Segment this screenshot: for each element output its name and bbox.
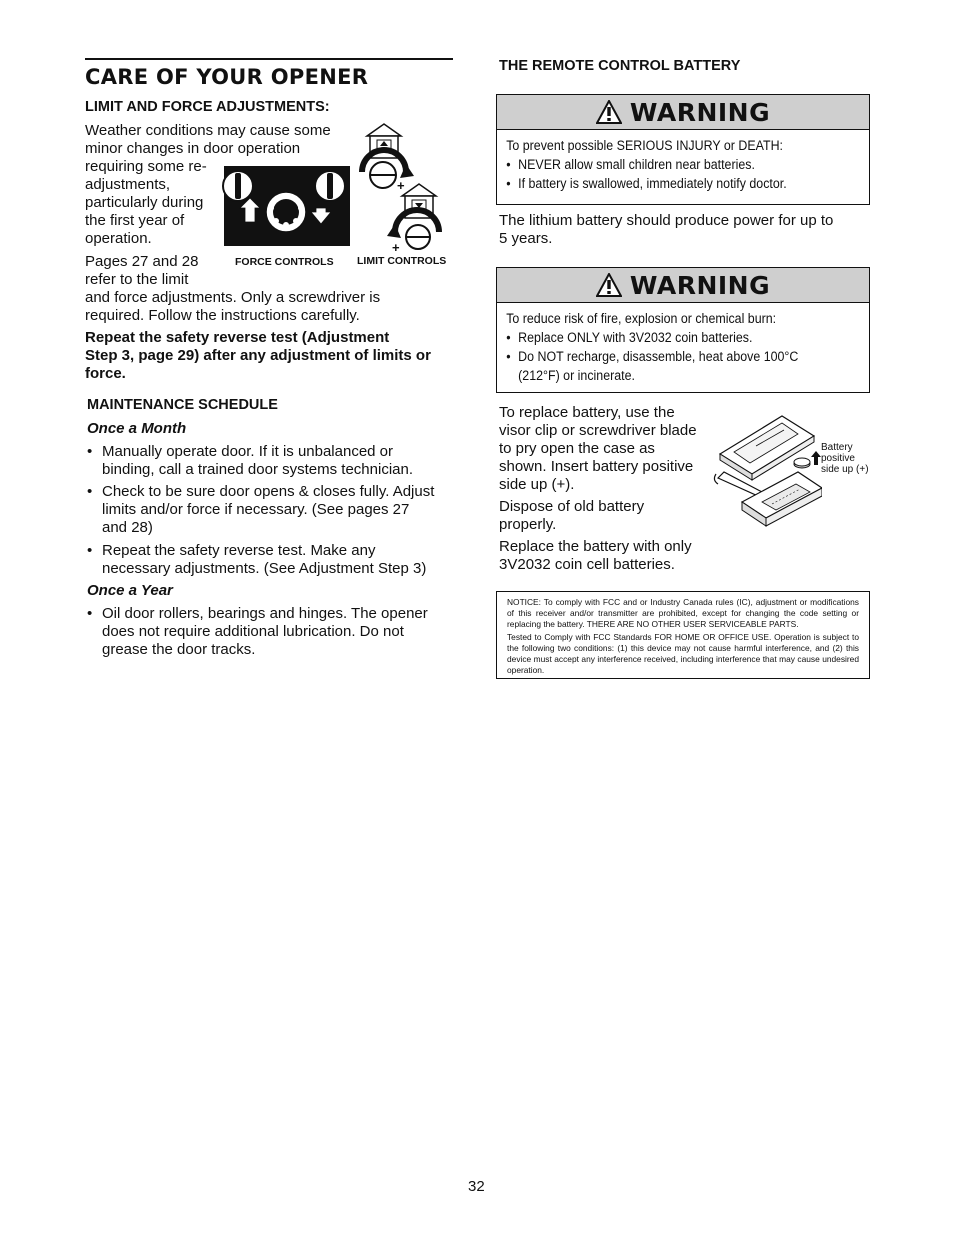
warning-intro: To reduce risk of fire, explosion or chemical burn: xyxy=(506,311,777,326)
maintenance-heading: MAINTENANCE SCHEDULE xyxy=(87,397,278,413)
warning-intro: To prevent possible SERIOUS INJURY or DEATH: xyxy=(506,138,783,153)
text-line: Weather conditions may cause some xyxy=(85,122,331,139)
text-line: requiring some re- xyxy=(85,158,207,175)
text-line: and force adjustments. Only a screwdriver is xyxy=(85,289,381,306)
text-line: refer to the limit xyxy=(85,271,189,288)
list-item: • Oil door rollers, bearings and hinges. The opener does not require additional lubrication. Do not grease the door tracks. xyxy=(87,605,428,658)
force-controls-caption: FORCE CONTROLS xyxy=(235,256,334,268)
remote-lid-icon xyxy=(720,416,814,480)
warning-header xyxy=(497,268,869,303)
replace-battery-paragraph: To replace battery, use the visor clip or screwdriver blade to pry open the case as shown. Insert battery positive side up (+). xyxy=(499,404,697,493)
force-dial-icon xyxy=(266,192,306,232)
repeat-test-note xyxy=(85,329,431,383)
text-line: force. xyxy=(85,365,126,382)
limit-controls-caption: LIMIT CONTROLS xyxy=(357,255,447,267)
dispose-paragraph: Dispose of old battery properly. xyxy=(499,498,645,533)
text-line: adjustments, xyxy=(85,176,171,193)
warning-title: WARNING xyxy=(629,270,771,300)
warning-box-fire xyxy=(496,267,870,393)
warning-box-children xyxy=(496,94,870,205)
warning-body xyxy=(497,130,870,201)
coin-battery-icon xyxy=(794,458,810,468)
list-item: • Do NOT recharge, disassemble, heat above 100°C (212°F) or incinerate. xyxy=(506,349,799,383)
list-item: • Repeat the safety reverse test. Make any necessary adjustments. (See Adjustment Step 3) xyxy=(87,542,427,577)
force-limit-controls-illustration xyxy=(220,120,455,250)
force-knob-left-icon xyxy=(223,171,253,201)
list-item: • If battery is swallowed, immediately notify doctor. xyxy=(506,176,787,191)
warning-triangle-icon xyxy=(596,273,622,297)
text-line: operation. xyxy=(85,230,152,247)
page-number: 32 xyxy=(468,1178,485,1195)
warning-title: WARNING xyxy=(629,97,771,127)
list-item: • Manually operate door. If it is unbalanced or binding, call a trained door systems technician. xyxy=(87,443,414,478)
remote-battery-illustration xyxy=(712,408,822,530)
fcc-notice-box xyxy=(496,591,870,679)
text-line: the first year of xyxy=(85,212,185,229)
replace-only-paragraph: Replace the battery with only 3V2032 coin cell batteries. xyxy=(499,538,692,573)
plus-sign-top: + xyxy=(397,178,405,193)
list-item: • Replace ONLY with 3V2032 coin batteries. xyxy=(506,330,753,345)
force-knob-right-icon xyxy=(315,171,345,201)
plus-sign-bottom: + xyxy=(392,240,400,255)
battery-label: Battery positive side up (+) xyxy=(821,442,869,475)
text-line: required. Follow the instructions carefully. xyxy=(85,307,360,324)
text-line: Pages 27 and 28 xyxy=(85,253,199,270)
lithium-paragraph: The lithium battery should produce power for up to 5 years. xyxy=(499,212,834,247)
notice-paragraph: Tested to Comply with FCC Standards FOR HOME OR OFFICE USE. Operation is subject to the following two conditions: (1) this device may not cause harmful interference, and (2) this device must accept any interference received, including interference that may cause undesired operation. xyxy=(507,632,859,675)
remote-base-icon xyxy=(742,472,822,526)
warning-triangle-icon xyxy=(596,100,622,124)
pages-paragraph xyxy=(85,253,380,325)
text-line: Step 3, page 29) after any adjustment of limits or xyxy=(85,347,431,364)
warning-body xyxy=(497,303,870,393)
warning-header xyxy=(497,95,869,130)
page-title: CARE OF YOUR OPENER xyxy=(85,58,453,89)
text-line: Repeat the safety reverse test (Adjustment xyxy=(85,329,390,346)
text-line: particularly during xyxy=(85,194,204,211)
once-a-month-heading: Once a Month xyxy=(87,420,187,437)
list-item: • Check to be sure door opens & closes fully. Adjust limits and/or force if necessary. (See pages 27 and 28) xyxy=(87,483,435,536)
once-a-year-heading: Once a Year xyxy=(87,582,173,599)
battery-heading: THE REMOTE CONTROL BATTERY xyxy=(499,58,741,74)
text-line: minor changes in door operation xyxy=(85,140,301,157)
list-item: • NEVER allow small children near batteries. xyxy=(506,157,755,172)
notice-paragraph: NOTICE: To comply with FCC and or Industry Canada rules (IC), adjustment or modifications of this receiver and/or transmitter are prohibited, except for changing the code setting or replacing the battery. THERE ARE NO OTHER USER SERVICEABLE PARTS. xyxy=(507,597,859,629)
limit-force-heading: LIMIT AND FORCE ADJUSTMENTS: xyxy=(85,99,330,115)
